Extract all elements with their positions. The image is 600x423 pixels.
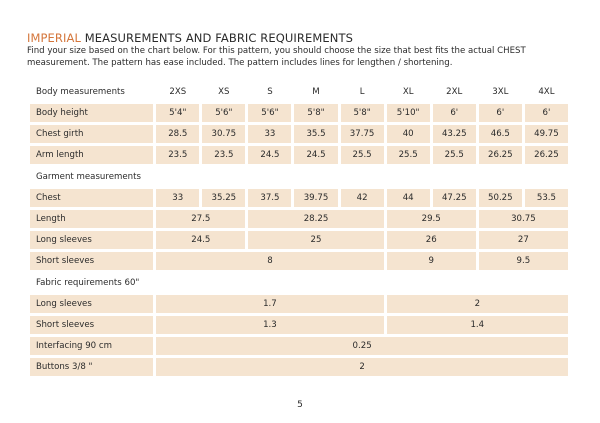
table-cell: 6' <box>479 104 522 122</box>
size-header: M <box>312 86 320 97</box>
table-cell: 47.25 <box>433 189 476 207</box>
table-cell: 30.75 <box>202 125 245 143</box>
row-label: Length <box>30 210 153 228</box>
table-cell: 6' <box>433 104 476 122</box>
table-cell: 8 <box>156 252 383 270</box>
section-label-fabric: Fabric requirements 60" <box>36 277 140 288</box>
table-cell: 5'8" <box>294 104 337 122</box>
size-header: S <box>267 86 273 97</box>
title-accent: IMPERIAL <box>27 31 81 45</box>
size-header-row <box>30 82 568 101</box>
size-header: L <box>359 86 365 97</box>
table-cell: 26.25 <box>525 146 568 164</box>
size-header: 3XL <box>492 86 509 97</box>
table-cell: 29.5 <box>387 210 476 228</box>
table-cell: 24.5 <box>294 146 337 164</box>
table-row <box>30 125 568 143</box>
section-row <box>30 167 568 186</box>
table-row <box>30 252 568 270</box>
table-cell: 25.5 <box>387 146 430 164</box>
section-label-garment: Garment measurements <box>36 171 141 182</box>
table-cell: 35.5 <box>294 125 337 143</box>
table-cell: 24.5 <box>248 146 291 164</box>
section-row <box>30 273 568 292</box>
size-header: 2XL <box>446 86 463 97</box>
table-cell: 28.5 <box>156 125 199 143</box>
table-cell: 27.5 <box>156 210 245 228</box>
size-header: 4XL <box>538 86 555 97</box>
table-row <box>30 146 568 164</box>
measurement-table <box>27 79 571 379</box>
size-header: XS <box>218 86 230 97</box>
table-row <box>30 210 568 228</box>
table-cell: 53.5 <box>525 189 568 207</box>
table-cell: 23.5 <box>202 146 245 164</box>
row-label: Chest <box>30 189 153 207</box>
table-cell: 23.5 <box>156 146 199 164</box>
table-cell: 28.25 <box>248 210 383 228</box>
table-cell: 43.25 <box>433 125 476 143</box>
table-row <box>30 358 568 376</box>
table-row <box>30 231 568 249</box>
table-cell: 25.5 <box>341 146 384 164</box>
row-label: Short sleeves <box>30 316 153 334</box>
table-cell: 5'8" <box>341 104 384 122</box>
table-row <box>30 189 568 207</box>
row-label: Interfacing 90 cm <box>30 337 153 355</box>
table-cell: 44 <box>387 189 430 207</box>
table-cell: 1.7 <box>156 295 383 313</box>
table-cell: 50.25 <box>479 189 522 207</box>
table-cell: 2 <box>387 295 568 313</box>
row-label: Body height <box>30 104 153 122</box>
size-header: 2XS <box>169 86 187 97</box>
table-cell: 24.5 <box>156 231 245 249</box>
table-cell: 6' <box>525 104 568 122</box>
table-cell: 26 <box>387 231 476 249</box>
row-label: Long sleeves <box>30 231 153 249</box>
row-label: Arm length <box>30 146 153 164</box>
table-cell: 2 <box>156 358 568 376</box>
page-title <box>27 31 353 45</box>
table-cell: 46.5 <box>479 125 522 143</box>
table-cell: 37.75 <box>341 125 384 143</box>
table-cell: 5'6" <box>248 104 291 122</box>
table-cell: 5'6" <box>202 104 245 122</box>
table-cell: 42 <box>341 189 384 207</box>
table-cell: 25 <box>248 231 383 249</box>
table-cell: 5'10" <box>387 104 430 122</box>
table-row <box>30 337 568 355</box>
table-cell: 40 <box>387 125 430 143</box>
table-cell: 37.5 <box>248 189 291 207</box>
row-label: Chest girth <box>30 125 153 143</box>
size-header: XL <box>402 86 414 97</box>
table-cell: 1.4 <box>387 316 568 334</box>
row-label: Long sleeves <box>30 295 153 313</box>
table-cell: 0.25 <box>156 337 568 355</box>
table-cell: 5'4" <box>156 104 199 122</box>
table-cell: 49.75 <box>525 125 568 143</box>
table-row <box>30 104 568 122</box>
table-cell: 30.75 <box>479 210 568 228</box>
table-row <box>30 316 568 334</box>
title-rest: MEASUREMENTS AND FABRIC REQUIREMENTS <box>80 31 353 45</box>
table-row <box>30 295 568 313</box>
row-label: Buttons 3/8 " <box>30 358 153 376</box>
table-cell: 9 <box>387 252 476 270</box>
section-label-body: Body measurements <box>36 86 125 97</box>
table-cell: 27 <box>479 231 568 249</box>
table-cell: 39.75 <box>294 189 337 207</box>
table-cell: 9.5 <box>479 252 568 270</box>
table-cell: 25.5 <box>433 146 476 164</box>
table-cell: 1.3 <box>156 316 383 334</box>
table-cell: 26.25 <box>479 146 522 164</box>
table-cell: 33 <box>248 125 291 143</box>
intro-text: Find your size based on the chart below. For this pattern, you should choose the size that best fits the actual CHEST measurement. The pattern has ease included. The pattern includes lines for lengthen / shortening. <box>27 46 526 68</box>
row-label: Short sleeves <box>30 252 153 270</box>
table-cell: 35.25 <box>202 189 245 207</box>
table-cell: 33 <box>156 189 199 207</box>
page-number: 5 <box>297 400 303 410</box>
